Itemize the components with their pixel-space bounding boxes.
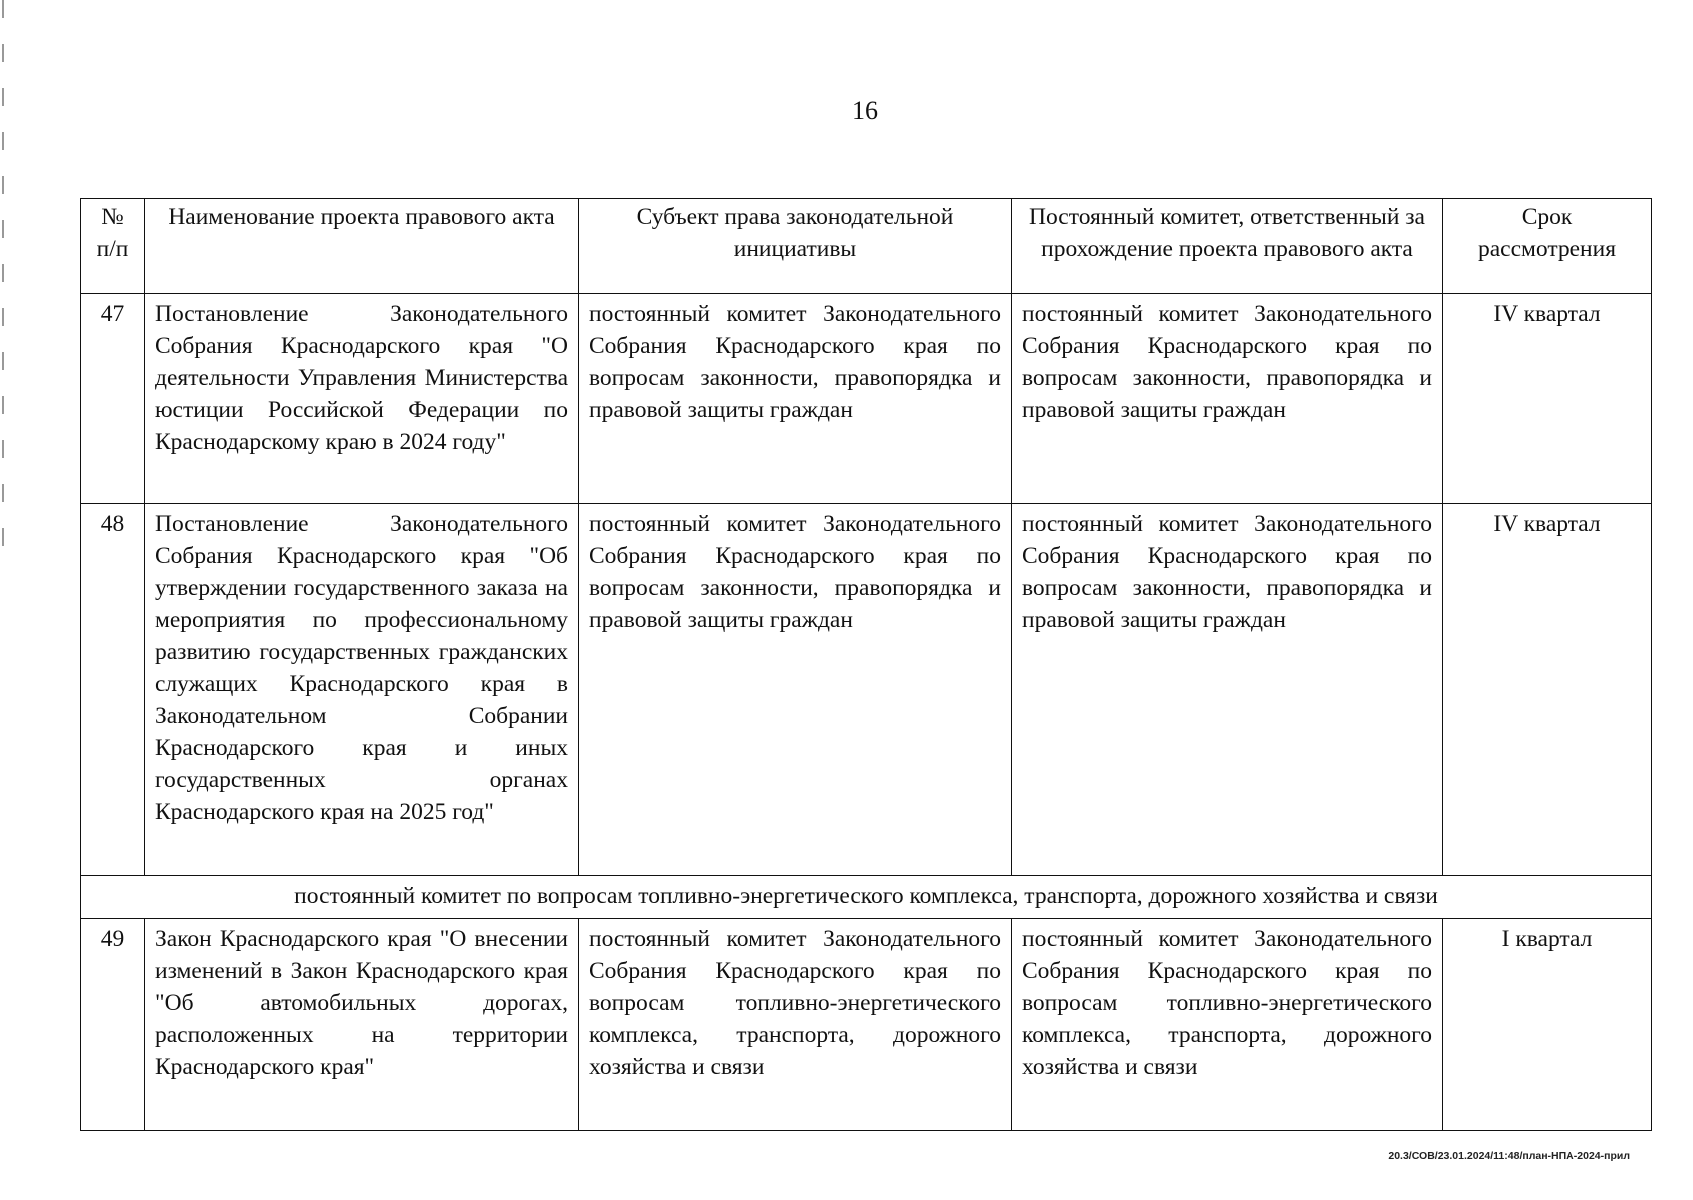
header-name: Наименование проекта правового акта bbox=[145, 199, 579, 294]
page-number: 16 bbox=[852, 96, 878, 125]
header-committee: Постоянный комитет, ответственный за прохождение проекта правового акта bbox=[1012, 199, 1443, 294]
row-committee: постоянный комитет Законодательного Собрания Краснодарского края по вопросам законности, правопорядка и правовой защиты граждан bbox=[1012, 504, 1443, 876]
scan-margin-mark bbox=[2, 0, 4, 560]
document-registration-code: 20.3/СОВ/23.01.2024/11:48/план-НПА-2024-прил bbox=[1388, 1150, 1630, 1162]
row-subject: постоянный комитет Законодательного Собрания Краснодарского края по вопросам топливно-энергетического комплекса, транспорта, дорожного хозяйства и связи bbox=[579, 919, 1012, 1131]
header-term: Срок рассмотрения bbox=[1443, 199, 1652, 294]
row-term: I квартал bbox=[1443, 919, 1652, 1131]
table-row bbox=[81, 919, 1652, 1131]
row-act-name: Постановление Законодательного Собрания Краснодарского края "Об утверждении государственного заказа на мероприятия по профессиональному развитию государственных гражданских служащих Краснодарского края в Законодательном Собрании Краснодарского края и иных государственных органах Краснодарского края на 2025 год" bbox=[145, 504, 579, 876]
row-number: 47 bbox=[81, 294, 145, 504]
row-number: 48 bbox=[81, 504, 145, 876]
row-act-name: Постановление Законодательного Собрания Краснодарского края "О деятельности Управления Министерства юстиции Российской Федерации по Краснодарскому краю в 2024 году" bbox=[145, 294, 579, 504]
row-act-name: Закон Краснодарского края "О внесении изменений в Закон Краснодарского края "Об автомобильных дорогах, расположенных на территории Краснодарского края" bbox=[145, 919, 579, 1131]
header-num: № п/п bbox=[81, 199, 145, 294]
table-row bbox=[81, 504, 1652, 876]
legislation-plan-table bbox=[80, 198, 1652, 1131]
section-header-row bbox=[81, 876, 1652, 919]
row-subject: постоянный комитет Законодательного Собрания Краснодарского края по вопросам законности, правопорядка и правовой защиты граждан bbox=[579, 504, 1012, 876]
section-title: постоянный комитет по вопросам топливно-энергетического комплекса, транспорта, дорожного хозяйства и связи bbox=[81, 876, 1652, 919]
table-header-row bbox=[81, 199, 1652, 294]
row-committee: постоянный комитет Законодательного Собрания Краснодарского края по вопросам топливно-энергетического комплекса, транспорта, дорожного хозяйства и связи bbox=[1012, 919, 1443, 1131]
row-term: IV квартал bbox=[1443, 294, 1652, 504]
row-subject: постоянный комитет Законодательного Собрания Краснодарского края по вопросам законности, правопорядка и правовой защиты граждан bbox=[579, 294, 1012, 504]
row-committee: постоянный комитет Законодательного Собрания Краснодарского края по вопросам законности, правопорядка и правовой защиты граждан bbox=[1012, 294, 1443, 504]
header-subject: Субъект права законодательной инициативы bbox=[579, 199, 1012, 294]
table-row bbox=[81, 294, 1652, 504]
row-term: IV квартал bbox=[1443, 504, 1652, 876]
row-number: 49 bbox=[81, 919, 145, 1131]
